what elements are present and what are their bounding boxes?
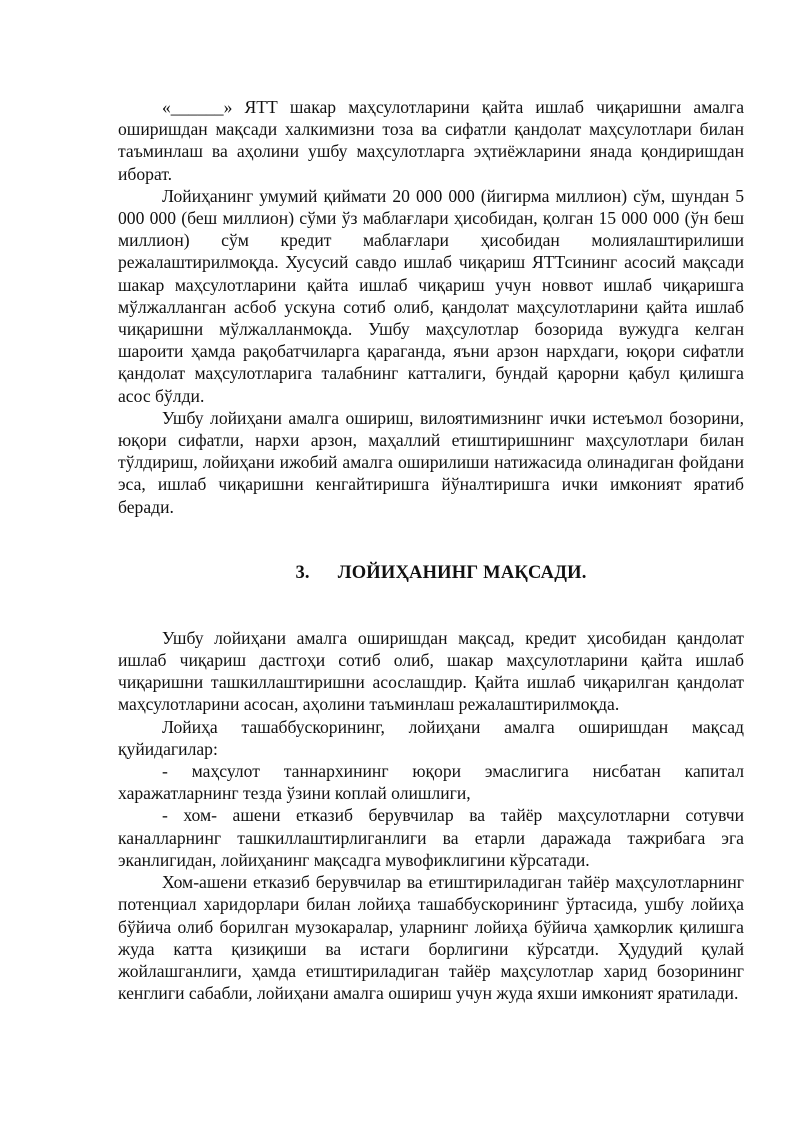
section-number: 3.: [295, 562, 310, 583]
section-paragraph-3: Хом-ашени етказиб берувчилар ва етиштириладиган тайёр маҳсулотларнинг потенциал харидорлари билан лойиҳа ташаббускорининг ўртасида, ушбу лойиҳа бўйича олиб борилган музокаралар, уларнинг лойиҳа бўйича ҳамкорлик қилишга жуда катта қизиқиши ва истаги борлигини кўрсатди. Ҳудудий қулай жойлашганлиги, ҳамда етиштириладиган тайёр маҳсулотлар харид бозорининг кенглиги сабабли, лойиҳани амалга ошириш учун жуда яхши имконият яратилади.: [118, 872, 744, 1004]
intro-paragraph-1: «______» ЯТТ шакар маҳсулотларини қайта ишлаб чиқаришни амалга оширишдан мақсади халкимизни тоза ва сифатли қандолат маҳсулотлари билан таъминлаш ва аҳолини ушбу маҳсулотларга эҳтиёжларини янада қондиришдан иборат.: [118, 97, 744, 184]
intro-paragraph-3: Ушбу лойиҳани амалга ошириш, вилоятимизнинг ички истеъмол бозорини, юқори сифатли, нархи арзон, маҳаллий етиштиришнинг маҳсулотлари билан тўлдириш, лойиҳани ижобий амалга оширилиши натижасида олинадиган фойдани эса, ишлаб чиқаришни кенгайтиришга йўналтиришга ички имконият яратиб беради.: [118, 407, 744, 517]
section-paragraph-2: Лойиҳа ташаббускорининг, лойиҳани амалга оширишдан мақсад қуйидагилар:: [118, 716, 744, 759]
document-page: [118, 96, 744, 1004]
section-title: ЛОЙИҲАНИНГ МАҚСАДИ.: [337, 562, 587, 583]
list-item-2: - хом- ашени етказиб берувчилар ва тайёр маҳсулотларни сотувчи каналларнинг ташкиллаштирлиганлиги ва етарли даражада тажрибага эга эканлигидан, лойиҳанинг мақсадга мувофиклигини кўрсатади.: [118, 805, 744, 870]
intro-paragraph-2: Лойиҳанинг умумий қиймати 20 000 000 (йигирма миллион) сўм, шундан 5 000 000 (беш миллион) сўми ўз маблағлари ҳисобидан, қолган 15 000 000 (ўн беш миллион) сўм кредит маблағлари ҳисобидан молиялаштирилиши режалаштирилмоқда. Хусусий савдо ишлаб чиқариш ЯТТсининг асосий мақсади шакар маҳсулотларини қайта ишлаб чиқариш учун новвот ишлаб чиқаришга мўлжалланган асбоб ускуна сотиб олиб, қандолат маҳсулотларини қайта ишлаб чиқаришни мўлжалланмоқда. Ушбу маҳсулотлар бозорида вужудга келган шароити ҳамда рақобатчиларга қараганда, яъни арзон нархдаги, юқори сифатли қандолат маҳсулотларига талабнинг катталиги, бундай қарорни қабул қилишга асос бўлди.: [118, 185, 744, 406]
list-item-1: - маҳсулот таннархининг юқори эмаслигига нисбатан капитал харажатларнинг тезда ўзини коплай олишлиги,: [118, 761, 744, 804]
section-heading: [118, 562, 744, 584]
section-paragraph-1: Ушбу лойиҳани амалга оширишдан мақсад, кредит ҳисобидан қандолат ишлаб чиқариш дастгоҳи сотиб олиб, шакар маҳсулотларини қайта ишлаб чиқаришни ташкиллаштиришни асослашдир. Қайта ишлаб чиқарилган қандолат маҳсулотларини асосан, аҳолини таъминлаш режалаштирилмоқда.: [118, 627, 744, 715]
